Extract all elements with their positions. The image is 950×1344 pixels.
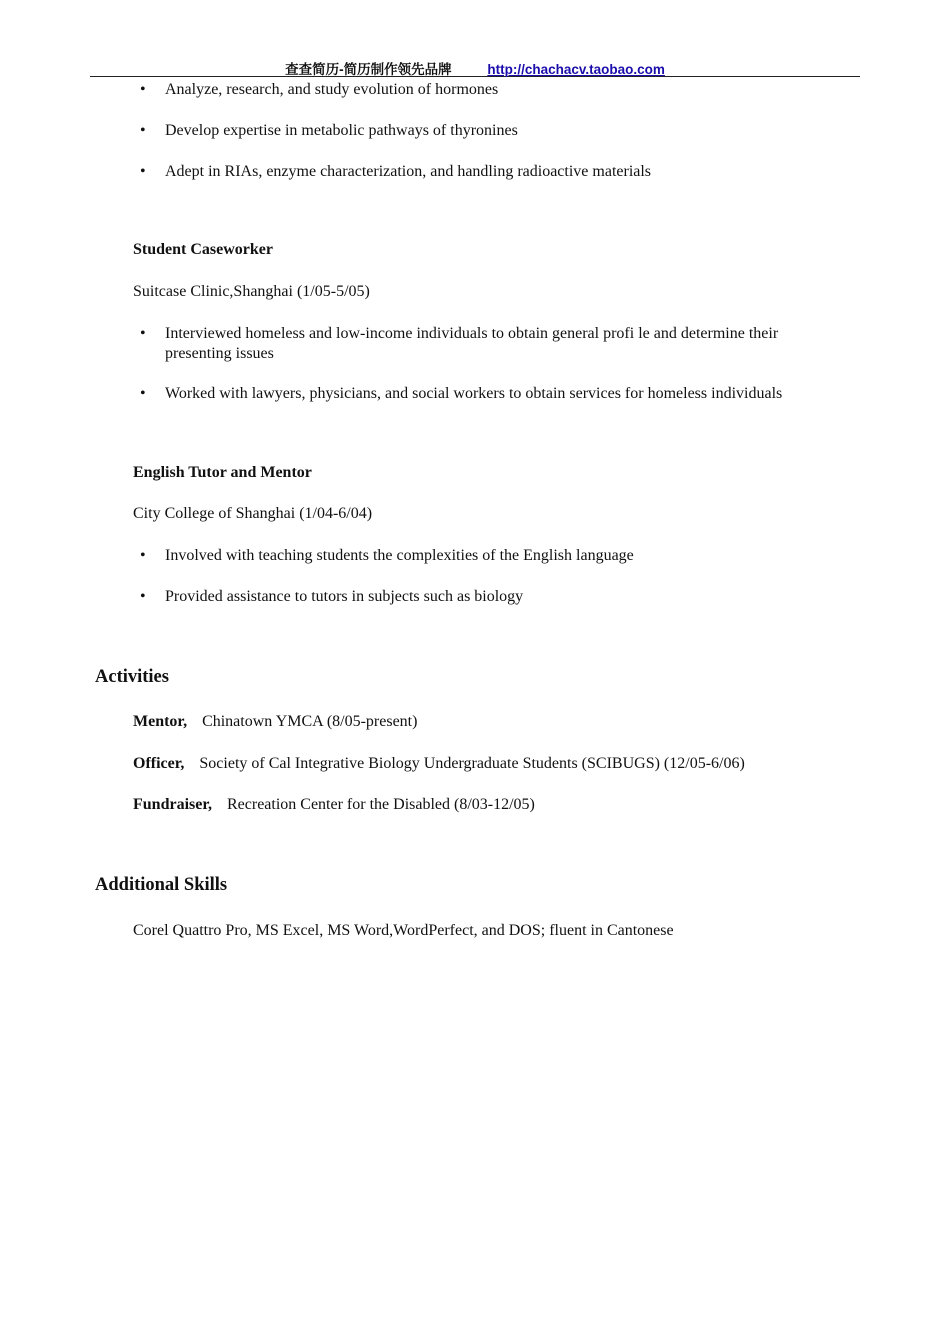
activity-role: Officer, [133, 755, 185, 772]
activity-row [133, 713, 417, 731]
section-heading-skills: Additional Skills [95, 875, 228, 895]
activity-row [133, 796, 535, 814]
bullet-icon: • [140, 588, 146, 605]
header-brand: 查查简历-简历制作领先品牌 [285, 62, 452, 77]
job-title: Student Caseworker [133, 241, 273, 258]
bullet-text: Interviewed homeless and low-income individuals to obtain general profi le and determine their presenting issues [165, 325, 779, 362]
bullet-icon: • [140, 81, 146, 98]
job-title: English Tutor and Mentor [133, 464, 312, 481]
bullet-text: Provided assistance to tutors in subjects such as biology [165, 588, 524, 605]
skills-text: Corel Quattro Pro, MS Excel, MS Word,WordPerfect, and DOS; fluent in Cantonese [133, 922, 674, 939]
activity-row [133, 755, 745, 773]
bullet-text: Analyze, research, and study evolution of hormones [165, 81, 499, 98]
job-place: City College of Shanghai (1/04-6/04) [133, 505, 373, 522]
bullet-icon: • [140, 163, 146, 180]
bullet-icon: • [140, 325, 146, 342]
page-header [90, 58, 860, 77]
bullet-text: Worked with lawyers, physicians, and social workers to obtain services for homeless individuals [165, 385, 783, 402]
bullet-text: Adept in RIAs, enzyme characterization, and handling radioactive materials [165, 163, 652, 180]
bullet-text: Involved with teaching students the complexities of the English language [165, 547, 634, 564]
bullet-icon: • [140, 385, 146, 402]
bullet-icon: • [140, 547, 146, 564]
activity-role: Fundraiser, [133, 796, 212, 813]
job-place: Suitcase Clinic,Shanghai (1/05-5/05) [133, 283, 370, 300]
section-heading-activities: Activities [95, 667, 169, 687]
header-link[interactable]: http://chachacv.taobao.com [487, 62, 665, 77]
bullet-icon: • [140, 122, 146, 139]
activity-detail: Society of Cal Integrative Biology Undergraduate Students (SCIBUGS) (12/05-6/06) [199, 755, 745, 772]
bullet-text: Develop expertise in metabolic pathways of thyronines [165, 122, 518, 139]
activity-detail: Chinatown YMCA (8/05-present) [202, 713, 418, 730]
activity-detail: Recreation Center for the Disabled (8/03-12/05) [226, 796, 535, 813]
activity-role: Mentor, [133, 713, 188, 730]
